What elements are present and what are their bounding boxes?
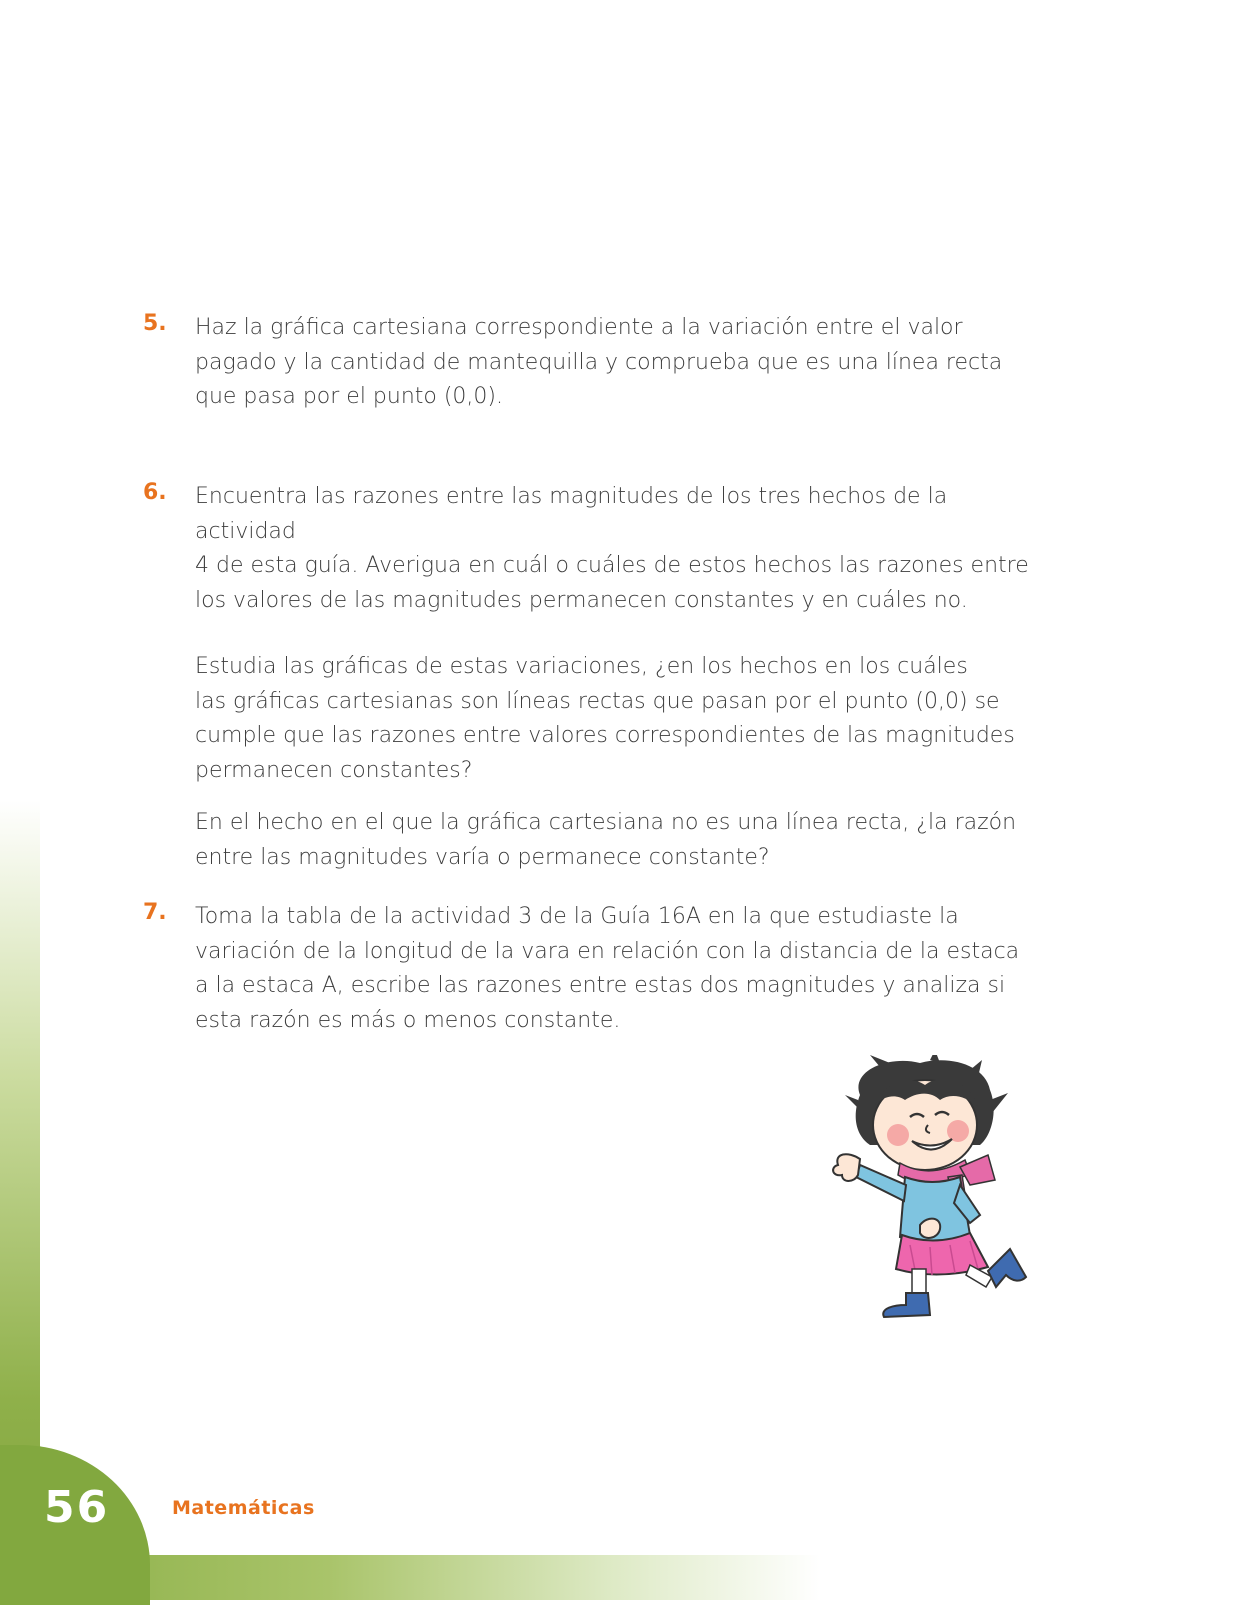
exercise-number: 5. [143,311,167,336]
exercise-body [195,311,1045,433]
page-number: 56 [44,1482,110,1533]
exercise-paragraph: Toma la tabla de la actividad 3 de la Guía 16A en la que estudiaste la variación de la longitud de la vara en relación con la distancia de la estaca a la estaca A, escribe las razones entre estas dos magnitudes y analiza si esta razón es más o menos constante. [195,904,1020,1033]
exercise-body [195,480,1045,893]
exercise-paragraph: Haz la gráfica cartesiana correspondiente a la variación entre el valor pagado y la cantidad de mantequilla y comprueba que es una línea recta que pasa por el punto (0,0). [195,315,1003,409]
subject-label: Matemáticas [172,1497,315,1519]
exercise-body [195,900,1045,1056]
exercise-paragraph: En el hecho en el que la gráfica cartesiana no es una línea recta, ¿la razón entre las magnitudes varía o permanece constante? [195,810,1017,870]
exercise-number: 7. [143,900,167,925]
exercise-number: 6. [143,480,167,505]
girl-illustration [820,1055,1060,1325]
exercise-paragraph: Encuentra las razones entre las magnitudes de los tres hechos de la actividad 4 de esta guía. Averigua en cuál o cuáles de estos hechos las razones entre los valores de las magnitudes permanecen constantes y en cuáles no. [195,484,1029,613]
exercise-paragraph: Estudia las gráficas de estas variaciones, ¿en los hechos en los cuáles las gráficas cartesianas son líneas rectas que pasan por el punto (0,0) se cumple que las razones entre valores correspondientes de las magnitudes permanecen constantes? [195,654,1015,783]
